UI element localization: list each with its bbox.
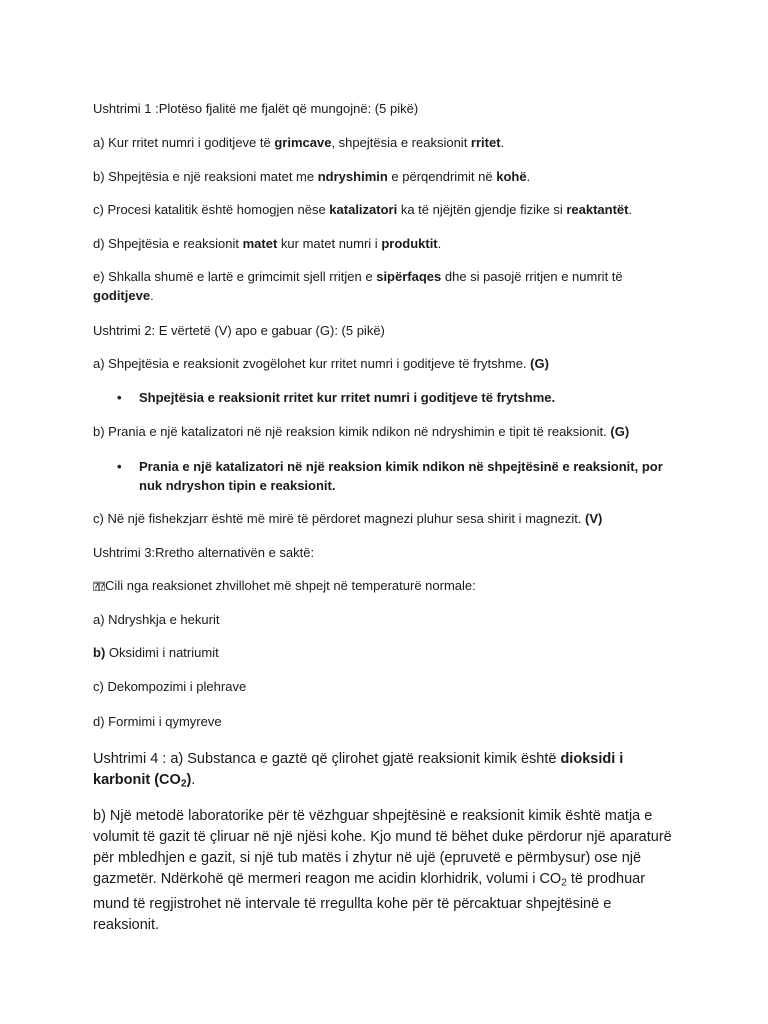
exercise-1-item-d: d) Shpejtësia e reaksionit matet kur matet numri i produktit.: [93, 236, 442, 251]
exercise-3-option-d: d) Formimi i qymyreve: [93, 714, 222, 729]
exercise-3-question: ⍰⍰Cili nga reaksionet zhvillohet më shpejt në temperaturë normale:: [93, 578, 476, 593]
exercise-3-option-b: b) Oksidimi i natriumit: [93, 645, 219, 660]
exercise-2-correction-b: • Prania e një katalizatori në një reaksion kimik ndikon në shpejtësinë e reaksionit, por nuk ndryshon tipin e reaksionit.: [139, 457, 679, 495]
exercise-2-item-a: a) Shpejtësia e reaksionit zvogëlohet kur rritet numri i goditjeve të frytshme. (G): [93, 356, 549, 371]
exercise-3-option-a: a) Ndryshkja e hekurit: [93, 612, 220, 627]
exercise-1-title: Ushtrimi 1 :Plotëso fjalitë me fjalët që mungojnë: (5 pikë): [93, 101, 419, 116]
exercise-2-correction-a: • Shpejtësia e reaksionit rritet kur rritet numri i goditjeve të frytshme.: [139, 388, 679, 407]
exercise-2-item-c: c) Në një fishekzjarr është më mirë të përdoret magnezi pluhur sesa shirit i magnezit. (V): [93, 511, 603, 526]
exercise-4-part-b: b) Një metodë laboratorike për të vëzhguar shpejtësinë e reaksionit kimik është matja e volumit të gazit të çliruar në një njësi kohe. Kjo mund të bëhet duke përdorur një aparaturë për mbledhjen e gazit, si një tub matës i zhytur në ujë (epruvetë e përmbysur) ose një gazmetër. Ndërkohë që mermeri reagon me acidin klorhidrik, volumi i $CO_2$ të prodhuar mund të regjistrohet në intervale të rregullta kohe për të përcaktuar shpejtësinë e reaksionit.: [93, 808, 672, 933]
exercise-1-item-e: e) Shkalla shumë e lartë e grimcimit sjell rritjen e sipërfaqes dhe si pasojë rritjen e numrit të goditjeve.: [93, 269, 623, 303]
exercise-1-item-a: a) Kur rritet numri i goditjeve të grimcave, shpejtësia e reaksionit rritet.: [93, 135, 505, 150]
exercise-1-item-c: c) Procesi katalitik është homogjen nëse katalizatori ka të njëjtën gjendje fizike si reaktantët.: [93, 202, 633, 217]
exercise-4-part-a: Ushtrimi 4 : a) Substanca e gaztë që çlirohet gjatë reaksionit kimik është dioksidi i karbonit $(CO_2)$.: [93, 751, 624, 790]
exercise-3-option-c: c) Dekompozimi i plehrave: [93, 679, 247, 694]
exercise-2-item-b: b) Prania e një katalizatori në një reaksion kimik ndikon në ndryshimin e tipit të reaksionit. (G): [93, 424, 630, 439]
missing-glyph-icon: ⍰⍰: [93, 582, 106, 593]
exercise-1-item-b: b) Shpejtësia e një reaksioni matet me ndryshimin e përqendrimit në kohë.: [93, 169, 531, 184]
exercise-3-title: Ushtrimi 3:Rretho alternativën e saktë:: [93, 545, 315, 560]
exercise-2-title: Ushtrimi 2: E vërtetë (V) apo e gabuar (G): (5 pikë): [93, 323, 385, 338]
